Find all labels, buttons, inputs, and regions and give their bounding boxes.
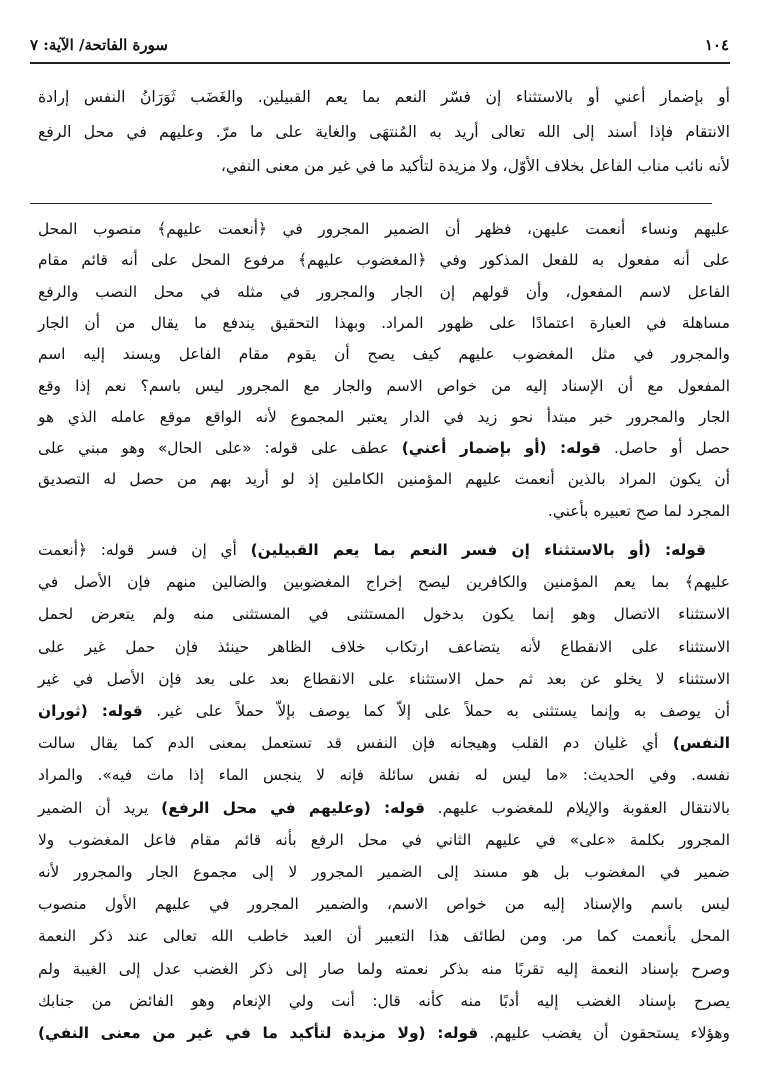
text-segment: الاستثناء الاتصال وهو إنما يكون بدخول المستثنى في المستثنى منه ولم يتعرض لحمل xyxy=(38,605,730,624)
text-segment: وهؤلاء يستحقون أن يغضب عليهم. xyxy=(478,1024,730,1042)
text-segment: أي إن فسر قوله: ﴿أنعمت xyxy=(38,541,251,559)
text-segment: الفاعل لاسم المفعول، وأن قولهم إن الجار والمجرور في مثله في محل النصب والرفع xyxy=(38,282,730,301)
text-segment: المجرد لما صح تعبيره بأعني. xyxy=(547,501,730,520)
text-segment: المحل بأنعمت كما مر. ومن لطائف هذا التعبير أن العبد خاطب الله تعالى عند ذكر النعمة xyxy=(38,927,730,946)
text-segment: الجار والمجرور خبر مبتدأ نحو زيد في الدار يعتبر المجموع لأنه الواقع موقع عامله الذي هو xyxy=(38,407,730,426)
text-line xyxy=(38,343,730,365)
text-segment: الاستثناء لا يخلو عن بعد ثم حمل الاستثناء على الانقطاع بعد على بعد فإن الأصل في غير xyxy=(38,669,730,688)
running-title: سورة الفاتحة/ الآية: ٧ xyxy=(30,36,168,54)
header-rule xyxy=(30,62,730,64)
text-line xyxy=(38,990,730,1012)
text-line xyxy=(38,375,730,397)
text-line xyxy=(38,893,730,915)
text-line xyxy=(38,1022,730,1044)
text-line xyxy=(38,668,730,690)
text-line xyxy=(38,249,730,271)
text-line xyxy=(38,861,730,883)
text-segment: ضمير في المغضوب بل هو مسند إلى الضمير المجرور لا إلى مجموع الجار والمجرور لأنه xyxy=(38,863,730,881)
text-segment: عطف على قوله: «على الحال» وهو مبني على xyxy=(38,439,402,458)
text-line xyxy=(38,468,730,490)
text-segment: بالانتقال العقوبة والإيلام للمغضوب عليهم. xyxy=(424,798,730,817)
text-segment: نفسه. وفي الحديث: «ما ليس له نفس سائلة فإنه لا ينجس الماء إذا مات فيه». والمراد xyxy=(38,766,730,785)
text-segment: الاستثناء على الانقطاع لأنه يتضاعف ارتكاب خلاف الظاهر حينئذ فإن حمل غير على xyxy=(38,637,730,656)
bold-quote-segment: قوله: (وعليهم في محل الرفع) xyxy=(161,798,425,817)
text-segment: والمجرور في مثل المغضوب عليهم كيف يصح أن يقوم مقام الفاعل ويسند إليه اسم xyxy=(38,345,730,364)
bold-quote-segment: النفس) xyxy=(672,734,730,753)
text-segment: يريد أن الضمير xyxy=(38,798,162,817)
text-segment: أو بإضمار أعني أو بالاستثناء إن فسّر النعم بما يعم القبيلين. والغَضَب ثَوَرَانُ النفس إرادة xyxy=(38,88,730,106)
text-line xyxy=(38,155,730,177)
text-line xyxy=(38,539,706,561)
text-line xyxy=(38,86,730,108)
text-segment: مساهلة في العبارة اعتمادًا على ظهور المراد. وبهذا التحقيق يندفع ما يقال من أن الجار xyxy=(38,313,730,332)
text-line xyxy=(38,797,730,819)
text-line xyxy=(38,764,730,786)
text-line xyxy=(38,603,730,625)
text-segment: أن يكون المراد بالذين أنعمت عليهم المؤمنين الكاملين إذ لو أريد بهم من حصل له التصديق xyxy=(38,470,730,489)
text-line xyxy=(38,700,730,722)
text-line xyxy=(38,829,730,851)
text-line xyxy=(38,925,730,947)
text-line xyxy=(38,281,730,303)
bold-quote-segment: قوله: (ولا مزيدة لتأكيد ما في غير من معنى النفي) xyxy=(38,1024,479,1042)
text-segment: وصرح بإسناد النعمة إليه تقربًا منه بذكر نعمته ولما صار إلى ذكر الغضب عدل إلى الغيبة ولم xyxy=(38,959,730,978)
text-segment: ليس باسم والإسناد إليه من خواص الاسم، والضمير المجرور في عليهم الأول منصوب xyxy=(38,895,730,914)
text-segment: المجرور بكلمة «على» في عليهم الثاني في محل الرفع بأنه قائم مقام فاعل المغضوب ولا xyxy=(38,830,730,849)
text-line xyxy=(38,958,730,980)
bold-quote-segment: قوله: (ثوران xyxy=(38,702,143,720)
text-line xyxy=(38,636,730,658)
text-line xyxy=(38,500,730,522)
text-line xyxy=(38,312,730,334)
text-segment: الانتقام فإذا أسند إلى الله تعالى أريد به المُنتهَى والغاية على ما مرّ. وعليهم في محل الرفع xyxy=(38,122,730,141)
page-number: ١٠٤ xyxy=(704,36,729,54)
text-segment: أن يوصف به وإنما يستثنى به حملاً على إلاّ كما يوصف بإلاّ حملاً على غير. xyxy=(142,702,730,720)
text-line xyxy=(38,218,730,240)
text-line xyxy=(38,437,730,459)
text-segment: عليهم﴾ بما يعم المؤمنين والكافرين ليصح إخراج المغضوبين والضالين منهم فإن الأصل في xyxy=(38,573,730,592)
text-line xyxy=(38,732,730,754)
text-segment: حصل أو حاصل. xyxy=(601,439,730,458)
bold-quote-segment: قوله: (أو بإضمار أعني) xyxy=(401,439,602,458)
text-segment: أي غليان دم القلب وهيجانه فإن النفس قد تستعمل بمعنى الدم كما يقال سالت xyxy=(38,734,673,753)
text-segment: لأنه نائب مناب الفاعل بخلاف الأوّل، ولا مزيدة لتأكيد ما في غير من معنى النفي، xyxy=(220,157,730,175)
bold-quote-segment: قوله: (أو بالاستثناء إن فسر النعم بما يعم القبيلين) xyxy=(250,541,706,559)
text-line xyxy=(38,406,730,428)
text-segment: المفعول مع أن الإسناد إليه من خواص الاسم والجار مع المجرور ليس باسم؟ نعم إذا وقع xyxy=(38,376,730,395)
text-line xyxy=(38,121,730,143)
footnote-separator xyxy=(30,203,712,204)
text-segment: يصرح بإسناد الغضب إليه أدبًا منه كأنه قال: أنت ولي الإنعام وهو الفائض من جنابك xyxy=(38,991,730,1010)
text-segment: على أنه مفعول به للفعل المذكور وفي ﴿المغضوب عليهم﴾ مرفوع المحل على أنه قائم مقام xyxy=(38,251,730,270)
text-segment: عليهم ونساء أنعمت عليهن، فظهر أن الضمير المجرور في ﴿أنعمت عليهم﴾ منصوب المحل xyxy=(38,220,730,238)
text-line xyxy=(38,571,730,593)
